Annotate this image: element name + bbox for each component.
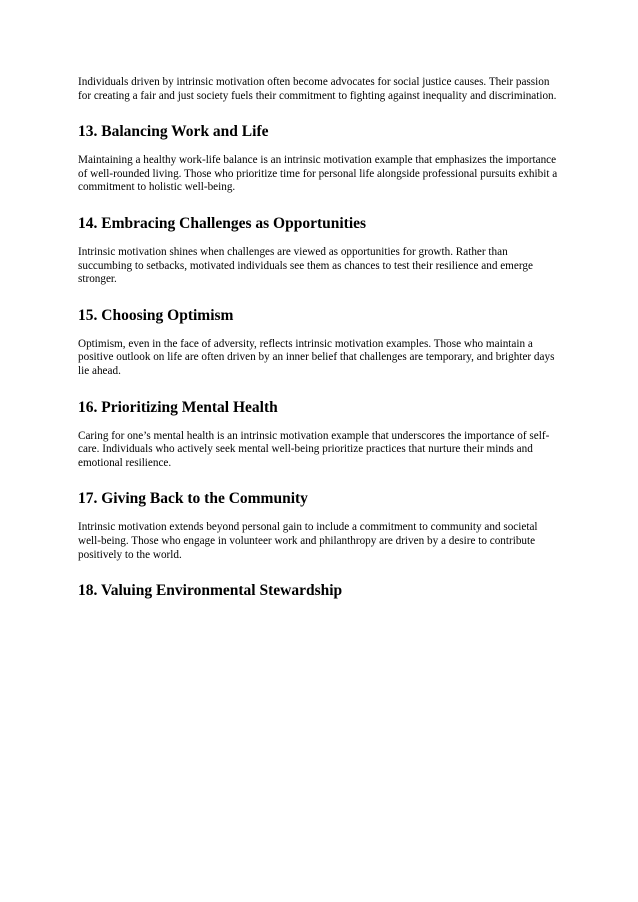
section-heading-14: 14. Embracing Challenges as Opportunities — [78, 214, 367, 232]
section-heading-18: 18. Valuing Environmental Stewardship — [78, 582, 343, 600]
section-heading-15: 15. Choosing Optimism — [78, 306, 234, 324]
intro-paragraph: Individuals driven by intrinsic motivation often become advocates for social justice causes. Their passion for creating a fair and just society fuels their commitment to fighting against inequality and discrimination. — [78, 76, 557, 102]
section-paragraph-14: Intrinsic motivation shines when challenges are viewed as opportunities for growth. Rather than succumbing to setbacks, motivated individuals see them as chances to test their resilience and emerge stronger. — [78, 245, 533, 286]
section-heading-16: 16. Prioritizing Mental Health — [78, 398, 278, 416]
section-heading-13: 13. Balancing Work and Life — [78, 123, 269, 141]
document-body — [78, 76, 568, 601]
section-paragraph-15: Optimism, even in the face of adversity, reflects intrinsic motivation examples. Those who maintain a positive outlook on life are often driven by an inner belief that challenges are temporary, and brighter days lie ahead. — [78, 337, 555, 377]
section-paragraph-16: Caring for one’s mental health is an intrinsic motivation example that underscores the importance of self- care. Individuals who actively seek mental well-being prioritize practices that nurture their minds and emotional resilience. — [78, 429, 550, 469]
section-paragraph-17: Intrinsic motivation extends beyond personal gain to include a commitment to community and societal well-being. Those who engage in volunteer work and philanthropy are driven by a desire to contribute positively to the world. — [78, 521, 538, 561]
section-paragraph-13: Maintaining a healthy work-life balance is an intrinsic motivation example that emphasizes the importance of well-rounded living. Those who prioritize time for personal life alongside professional pursuits exhibit a commitment to holistic well-being. — [78, 154, 558, 194]
section-heading-17: 17. Giving Back to the Community — [78, 490, 308, 508]
